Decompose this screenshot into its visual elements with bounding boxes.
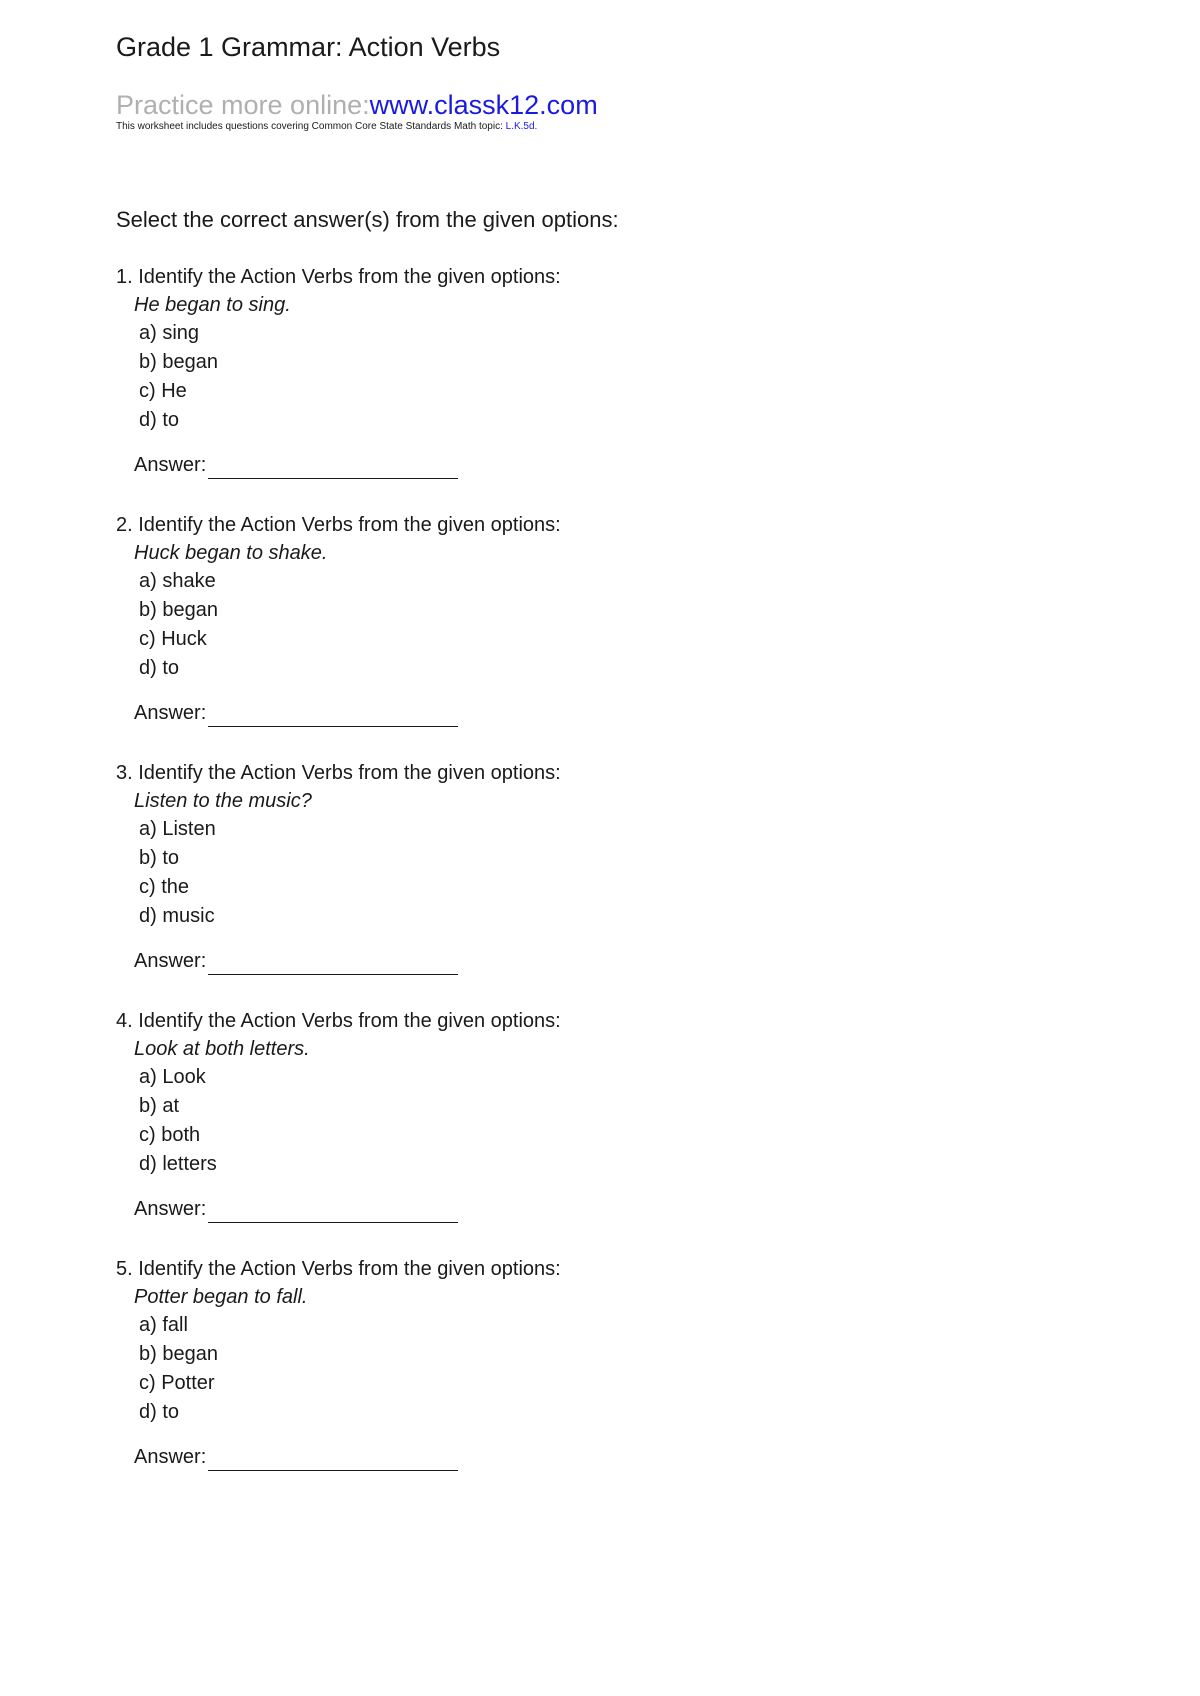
page-title: Grade 1 Grammar: Action Verbs [116, 32, 501, 62]
option-a[interactable]: a) Listen [139, 818, 216, 840]
option-d[interactable]: d) to [139, 1401, 180, 1423]
answer-blank[interactable] [208, 1200, 458, 1223]
answer-label: Answer: [134, 950, 207, 972]
standards-code-link[interactable]: L.K.5d. [505, 121, 538, 132]
answer-row [116, 451, 716, 479]
option-b[interactable]: b) at [139, 1095, 180, 1117]
question-prompt: 5. Identify the Action Verbs from the given options: [116, 1258, 561, 1280]
instruction-text: Select the correct answer(s) from the given options: [116, 207, 619, 232]
answer-row [116, 1443, 716, 1471]
practice-lead-text: Practice more online: [116, 90, 370, 120]
answer-label: Answer: [134, 454, 207, 476]
answer-label: Answer: [134, 1446, 207, 1468]
option-d[interactable]: d) to [139, 409, 180, 431]
answer-row [116, 1195, 716, 1223]
option-a[interactable]: a) Look [139, 1066, 206, 1088]
question-sentence: Listen to the music? [134, 790, 312, 812]
option-a[interactable]: a) fall [139, 1314, 188, 1336]
question-prompt: 2. Identify the Action Verbs from the given options: [116, 514, 561, 536]
option-b[interactable]: b) began [139, 599, 218, 621]
classk12-link[interactable]: www.classk12.com [369, 90, 598, 120]
question-3 [116, 759, 716, 975]
option-c[interactable]: c) Potter [139, 1372, 215, 1394]
answer-blank[interactable] [208, 1448, 458, 1471]
option-b[interactable]: b) began [139, 1343, 218, 1365]
answer-row [116, 699, 716, 727]
option-d[interactable]: d) letters [139, 1153, 217, 1175]
standards-text: This worksheet includes questions covering Common Core State Standards Math topic: [116, 121, 506, 132]
question-5 [116, 1255, 716, 1471]
standards-note [116, 121, 537, 133]
answer-blank[interactable] [208, 952, 458, 975]
option-b[interactable]: b) began [139, 351, 218, 373]
option-d[interactable]: d) music [139, 905, 215, 927]
answer-blank[interactable] [208, 456, 458, 479]
question-sentence: He began to sing. [134, 294, 291, 316]
question-prompt: 3. Identify the Action Verbs from the given options: [116, 762, 561, 784]
answer-label: Answer: [134, 1198, 207, 1220]
question-prompt: 4. Identify the Action Verbs from the given options: [116, 1010, 561, 1032]
option-a[interactable]: a) shake [139, 570, 216, 592]
answer-row [116, 947, 716, 975]
question-sentence: Huck began to shake. [134, 542, 328, 564]
question-2 [116, 511, 716, 727]
answer-blank[interactable] [208, 704, 458, 727]
question-sentence: Potter began to fall. [134, 1286, 308, 1308]
question-4 [116, 1007, 716, 1223]
option-c[interactable]: c) both [139, 1124, 201, 1146]
practice-online-line [116, 88, 598, 122]
option-d[interactable]: d) to [139, 657, 180, 679]
answer-label: Answer: [134, 702, 207, 724]
option-c[interactable]: c) the [139, 876, 190, 898]
option-c[interactable]: c) Huck [139, 628, 207, 650]
option-b[interactable]: b) to [139, 847, 180, 869]
option-a[interactable]: a) sing [139, 322, 200, 344]
question-prompt: 1. Identify the Action Verbs from the given options: [116, 266, 561, 288]
question-sentence: Look at both letters. [134, 1038, 310, 1060]
question-1 [116, 263, 716, 479]
option-c[interactable]: c) He [139, 380, 187, 402]
